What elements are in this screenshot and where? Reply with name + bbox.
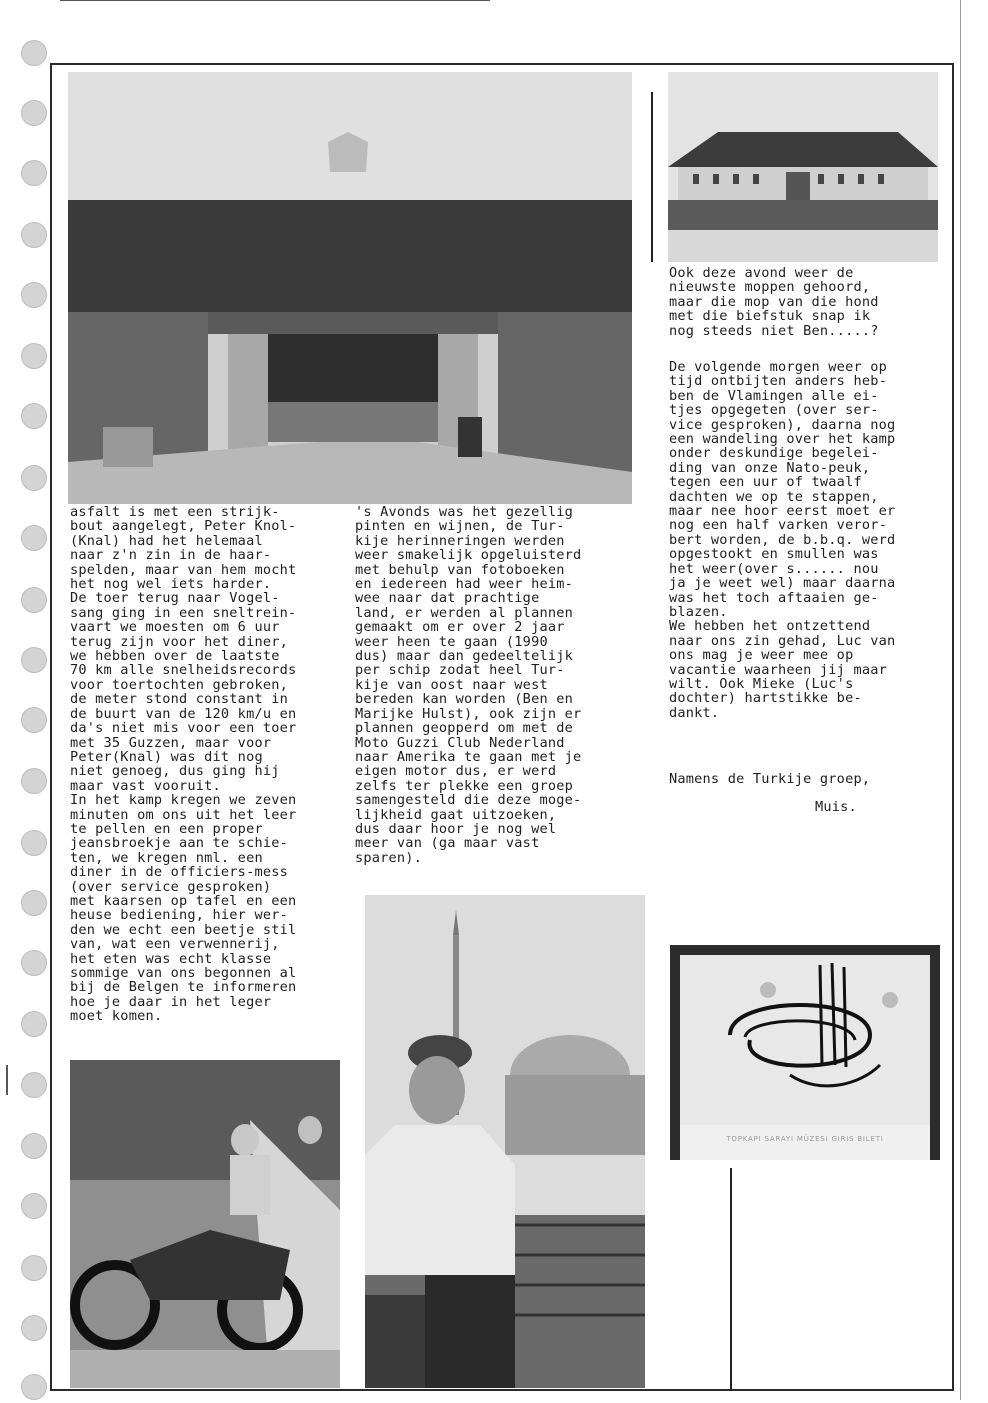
scan-edge-mark	[6, 1065, 8, 1095]
binder-hole	[21, 890, 47, 916]
binder-hole	[21, 768, 47, 794]
article-column-right-paragraph1: Ook deze avond weer de nieuwste moppen gehoord, maar die mop van die hond met die biefstuk snap ik nog steeds niet Ben.....?	[669, 265, 879, 339]
photo-man-istanbul-mosque	[365, 895, 645, 1388]
tughra-caption: TOPKAPI SARAYI MÜZESI GIRIS BILETI	[726, 1135, 884, 1143]
binder-hole	[21, 525, 47, 551]
column-rule	[651, 92, 653, 262]
column-rule	[730, 1168, 732, 1390]
binder-hole	[21, 950, 47, 976]
binder-hole	[21, 707, 47, 733]
binder-hole	[21, 1011, 47, 1037]
photo-barracks-gate	[68, 72, 632, 504]
binder-hole	[21, 40, 47, 66]
binder-hole	[21, 1374, 47, 1400]
binder-hole	[21, 282, 47, 308]
scan-edge-line	[60, 0, 490, 1]
binder-hole	[21, 222, 47, 248]
closing-line: Namens de Turkije groep,	[669, 771, 871, 787]
binder-hole	[21, 1072, 47, 1098]
binder-hole	[21, 343, 47, 369]
article-column-right-paragraph2: De volgende morgen weer op tijd ontbijten anders heb- ben de Vlamingen alle ei- tjes opgegeten (over ser- vice gesproken), daarna nog een wandeling over het kamp onder deskundige begelei- ding van onze Nato-peuk, tegen een uur of twaalf dachten we op te stappen, maar nee hoor eerst moet er nog een half varken veror- bert worden, de b.b.q. werd opgestookt en smullen was het weer(over s...... nou ja je weet wel) maar daarna was het toch aftaaien ge- blazen. We hebben het ontzettend naar ons zin gehad, Luc van ons mag je weer mee op vacantie waarheen jij maar wilt. Ook Mieke (Luc's dochter) hartstikke be- dankt.	[669, 359, 896, 721]
binder-hole	[21, 465, 47, 491]
photo-barracks-building	[668, 72, 938, 262]
scan-edge-line	[960, 0, 961, 1400]
binder-hole	[21, 587, 47, 613]
binder-hole	[21, 830, 47, 856]
binder-hole	[21, 160, 47, 186]
binder-hole	[21, 403, 47, 429]
binder-hole	[21, 100, 47, 126]
binder-hole	[21, 1255, 47, 1281]
binder-hole	[21, 1133, 47, 1159]
binder-hole	[21, 647, 47, 673]
photo-tughra-calligraphy	[670, 945, 940, 1160]
binder-hole	[21, 1315, 47, 1341]
signature: Muis.	[815, 799, 857, 815]
article-column-middle: 's Avonds was het gezellig pinten en wijnen, de Tur- kije herinneringen werden weer smakelijk opgeluisterd met behulp van fotoboeken en iedereen had weer heim- wee naar dat prachtige land, er werden al plannen gemaakt om er over 2 jaar weer heen te gaan (1990 dus) maar dan gedeeltelijk per schip zodat heel Tur- kije van oost naar west bereden kan worden (Ben en Marijke Hulst), ook zijn er plannen geopperd om met de Moto Guzzi Club Nederland naar Amerika te gaan met je eigen motor dus, er werd zelfs ter plekke een groep samengesteld die deze moge- lijkheid gaat uitzoeken, dus daar hoor je nog wel meer van (ga maar vast sparen).	[355, 504, 582, 866]
photo-motorcycle-camp	[70, 1060, 340, 1388]
binder-hole	[21, 1193, 47, 1219]
article-column-left: asfalt is met een strijk- bout aangelegt, Peter Knol- (Knal) had het helemaal naar z'n zin in de haar- spelden, maar van hem mocht het nog wel iets harder. De toer terug naar Vogel- sang ging in een sneltrein- vaart we moesten om 6 uur terug zijn voor het diner, we hebben over de laatste 70 km alle snelheidsrecords voor toertochten gebroken, de meter stond constant in de buurt van de 120 km/u en da's niet mis voor een toer met 35 Guzzen, maar voor Peter(Knal) was dit nog niet genoeg, dus ging hij maar vast vooruit. In het kamp kregen we zeven minuten om ons uit het leer te pellen en een proper jeansbroekje aan te schie- ten, we kregen nml. een diner in de officiers-mess (over service gesproken) met kaarsen op tafel en een heuse bediening, hier wer- den we echt een beetje stil van, wat een verwennerij, het eten was echt klasse sommige van ons begonnen al bij de Belgen te informeren hoe je daar in het leger moet komen.	[70, 504, 297, 1025]
